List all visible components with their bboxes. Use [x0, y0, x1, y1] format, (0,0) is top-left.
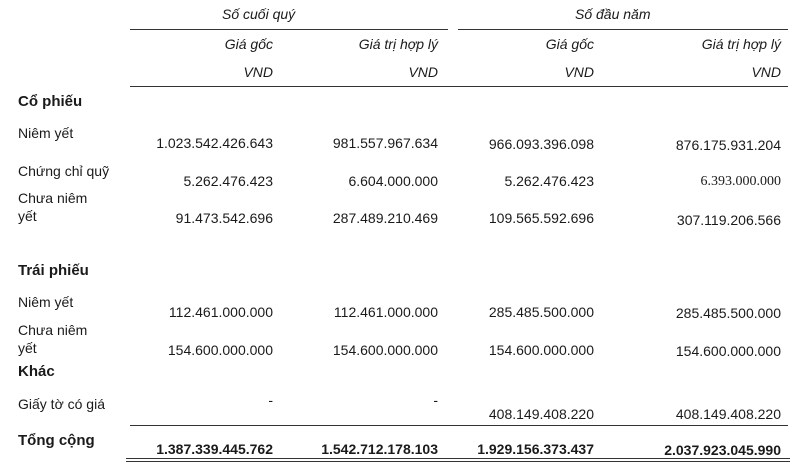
cell: 6.604.000.000	[348, 173, 438, 189]
cell: 109.565.592.696	[488, 210, 594, 226]
cell: 876.175.931.204	[675, 137, 781, 153]
cell: 408.149.408.220	[675, 406, 781, 422]
cell: 287.489.210.469	[332, 210, 438, 226]
cell: -	[268, 392, 273, 408]
cell: 981.557.967.634	[332, 135, 438, 151]
total-cell: 2.037.923.045.990	[664, 442, 781, 458]
cell: 5.262.476.423	[183, 173, 273, 189]
row-label: Chưa niêm	[18, 322, 88, 338]
total-label: Tổng cộng	[18, 432, 95, 449]
row-label: Giấy tờ có giá	[18, 396, 105, 412]
cell: 112.461.000.000	[333, 304, 438, 320]
cell: 285.485.500.000	[675, 305, 781, 321]
row-label: Niêm yết	[18, 294, 74, 310]
header-bottom-line	[130, 86, 788, 87]
cell: 154.600.000.000	[332, 342, 438, 358]
header-cost-begin: Giá gốc	[545, 36, 594, 52]
header-fair-end: Giá trị hợp lý	[358, 36, 438, 52]
header-currency-3: VND	[564, 64, 594, 80]
total-cell: 1.387.339.445.762	[156, 441, 273, 457]
section-title-stocks: Cổ phiếu	[18, 93, 83, 110]
header-group-end: Số cuối quý	[222, 6, 296, 22]
cell: 5.262.476.423	[504, 173, 594, 189]
header-fair-begin: Giá trị hợp lý	[701, 36, 781, 52]
cell: 154.600.000.000	[167, 342, 273, 358]
cell: 154.600.000.000	[675, 343, 781, 359]
cell: 112.461.000.000	[168, 304, 273, 320]
row-label: yết	[18, 208, 37, 224]
cell: 408.149.408.220	[488, 406, 594, 422]
cell: -	[433, 392, 438, 408]
cell: 154.600.000.000	[488, 342, 594, 358]
cell: 966.093.396.098	[488, 136, 594, 152]
header-currency-4: VND	[751, 64, 781, 80]
cell: 91.473.542.696	[175, 210, 273, 226]
total-cell: 1.542.712.178.103	[321, 441, 438, 457]
row-label: Chưa niêm	[18, 190, 88, 206]
header-group-end-line	[130, 29, 448, 30]
cell: 307.119.206.566	[676, 212, 781, 228]
header-currency-2: VND	[408, 64, 438, 80]
total-top-line	[130, 425, 788, 426]
section-title-bonds: Trái phiếu	[18, 262, 89, 279]
header-cost-end: Giá gốc	[224, 36, 273, 52]
cell: 6.393.000.000	[700, 174, 781, 189]
header-currency-1: VND	[243, 64, 273, 80]
total-double-line-1	[126, 458, 790, 459]
cell: 285.485.500.000	[488, 304, 594, 320]
section-title-other: Khác	[18, 363, 55, 380]
row-label: yết	[18, 340, 37, 356]
total-cell: 1.929.156.373.437	[477, 441, 594, 457]
header-group-begin: Số đầu năm	[575, 6, 651, 22]
row-label: Niêm yết	[18, 125, 74, 141]
header-group-begin-line	[458, 29, 788, 30]
row-label: Chứng chỉ quỹ	[18, 163, 110, 179]
total-double-line-2	[126, 461, 790, 462]
cell: 1.023.542.426.643	[156, 135, 273, 151]
